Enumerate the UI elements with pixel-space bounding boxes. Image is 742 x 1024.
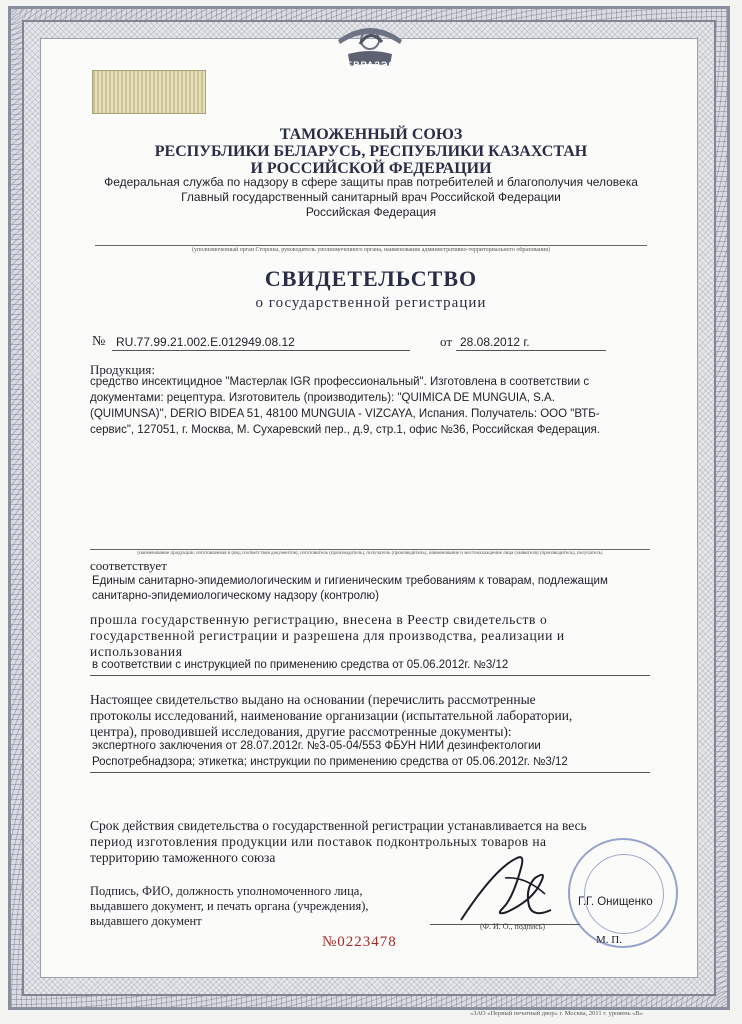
registry-usage: в соответствии с инструкцией по применению средства от 05.06.2012г. №3/12 xyxy=(92,659,509,671)
seal-inner-ring xyxy=(584,854,664,934)
product-underline xyxy=(90,549,650,550)
signer-name: Г.Г. Онищенко xyxy=(578,896,653,908)
product-note: (наименование продукции, изготовленная в (вид соответствия документов), изготовитель (производитель), получатель (производитель), наименование и местонахождение лица (заявителя) (производитель), получатель) xyxy=(137,551,603,556)
conformity-line-2: санитарно-эпидемиологическому надзору (контролю) xyxy=(92,590,379,602)
registry-line-2: государственной регистрации и разрешена для производства, реализации и xyxy=(90,628,565,643)
date-underline xyxy=(456,350,606,351)
usage-underline xyxy=(90,675,650,676)
product-line-3: (QUIMUNSA)", DERIO BIDEA 51, 48100 MUNGUIA - VIZCAYA, Испания. Получатель: ООО "ВТБ- xyxy=(90,408,600,420)
basis-line-3: центра), проводившей исследования, другие рассмотренные документы): xyxy=(90,724,512,739)
printer-footer: «ЗАО «Первый печатный двор» г. Москва, 2011 г. уровень «В» xyxy=(470,1010,644,1017)
validity-line-1: Срок действия свидетельства о государственной регистрации устанавливается на весь xyxy=(90,818,587,833)
document-subtitle: о государственной регистрации xyxy=(255,295,487,311)
signature-line-3: выдавшего документ xyxy=(90,914,202,928)
basis-line-1: Настоящее свидетельство выдано на основании (перечислить рассмотренные xyxy=(90,692,536,707)
conformity-label: соответствует xyxy=(90,558,167,573)
hologram-sticker xyxy=(92,70,206,114)
product-line-1: средство инсектицидное "Мастерлак IGR профессиональный". Изготовлена в соответствии с xyxy=(90,376,590,388)
registry-line-3: использования xyxy=(90,644,183,659)
authority-line-1: Федеральная служба по надзору в сфере защиты прав потребителей и благополучия человека xyxy=(104,175,638,189)
fio-label: (Ф. И. О., подпись) xyxy=(480,922,546,931)
product-line-4: сервис", 127051, г. Москва, М. Сухаревский пер., д.9, стр.1, офис №36, Российская Федерация. xyxy=(90,424,600,436)
authority-note: (уполномоченный орган Стороны, руководитель уполномоченного органа, наименование административно-территориального образования) xyxy=(192,247,550,253)
basis-underline xyxy=(90,772,650,773)
basis-line-2: протоколы исследований, наименование организации (испытательной лаборатории, xyxy=(90,708,573,723)
basis-document-2: Роспотребнадзора; этикетка; инструкции по применению средства от 05.06.2012г. №3/12 xyxy=(92,756,568,768)
validity-line-2: период изготовления продукции или поставок подконтрольных товаров на xyxy=(90,834,547,849)
registry-line-1: прошла государственную регистрацию, внесена в Реестр свидетельств о xyxy=(90,612,548,627)
emblem-label: ЕВРАЗЭС xyxy=(346,60,396,70)
handwritten-signature xyxy=(455,848,585,928)
basis-document-1: экспертного заключения от 28.07.2012г. №3-05-04/553 ФБУН НИИ дезинфектологии xyxy=(92,740,541,752)
authority-line-2: Главный государственный санитарный врач Российской Федерации xyxy=(181,190,561,204)
registration-number: RU.77.99.21.002.Е.012949.08.12 xyxy=(116,335,295,349)
authority-underline xyxy=(95,245,647,246)
signature-line-2: выдавшего документ, и печать органа (учреждения), xyxy=(90,899,369,913)
header-line-2: РЕСПУБЛИКИ БЕЛАРУСЬ, РЕСПУБЛИКИ КАЗАХСТАН xyxy=(154,143,588,160)
official-seal xyxy=(568,838,678,948)
product-line-2: документами: рецептура. Изготовитель (производитель): "QUIMICA DE MUNGUIA, S.A. xyxy=(90,392,555,404)
header-line-3: И РОССИЙСКОЙ ФЕДЕРАЦИИ xyxy=(250,160,492,177)
date-label: от xyxy=(440,334,453,349)
serial-number: №0223478 xyxy=(322,934,397,950)
document-title: СВИДЕТЕЛЬСТВО xyxy=(264,266,478,291)
header-line-1: ТАМОЖЕННЫЙ СОЮЗ xyxy=(279,126,463,143)
authority-line-3: Российская Федерация xyxy=(305,205,437,219)
validity-line-3: территорию таможенного союза xyxy=(90,850,276,865)
registration-date: 28.08.2012 г. xyxy=(460,335,530,349)
product-label: Продукция: xyxy=(90,362,155,377)
number-label: № xyxy=(92,334,106,349)
signature-line-1: Подпись, ФИО, должность уполномоченного лица, xyxy=(90,884,363,898)
number-underline xyxy=(112,350,410,351)
conformity-line-1: Единым санитарно-эпидемиологическим и гигиеническим требованиям к товарам, подлежащим xyxy=(92,575,608,587)
stamp-label: М. П. xyxy=(596,934,622,946)
